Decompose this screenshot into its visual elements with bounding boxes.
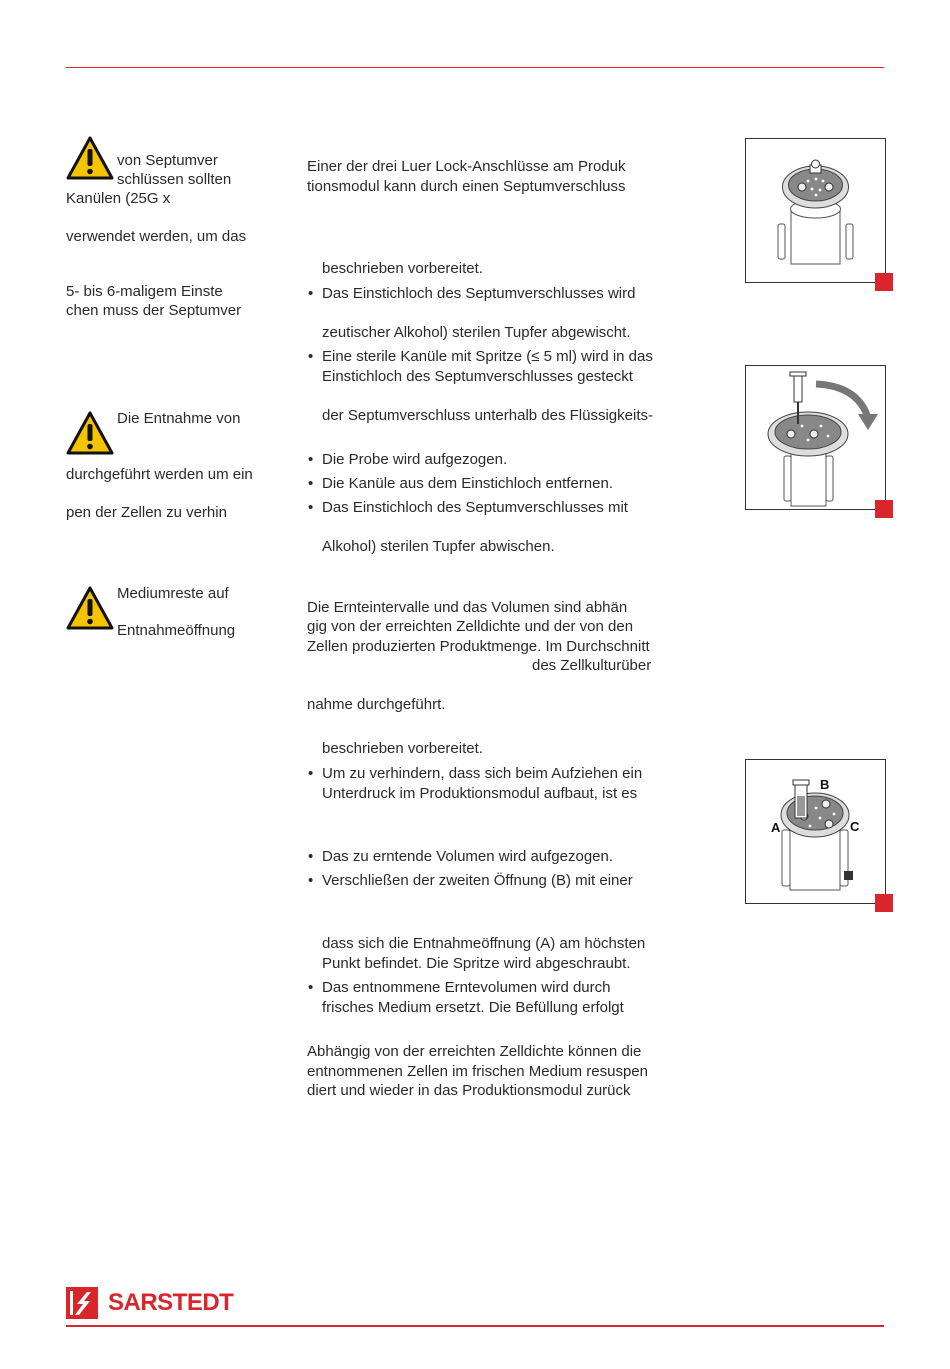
paragraph-line: des Zellkulturüber [532,657,652,674]
paragraph-line: Zellen produzierten Produktmenge. Im Durchschnitt [307,638,650,655]
warning-icon [66,136,114,180]
warning-icon [66,586,114,630]
footer-rule [66,1325,884,1327]
paragraph-line: zeutischer Alkohol) sterilen Tupfer abgewischt. [322,324,631,341]
paragraph-line: diert und wieder in das Produktionsmodul zurück [307,1082,631,1099]
warning-icon [66,411,114,455]
figure-marker [875,500,893,518]
paragraph-line: Unterdruck im Produktionsmodul aufbaut, ist es [322,785,638,802]
sarstedt-logo [66,1287,233,1319]
bullet-item: • Das Einstichloch des Septumverschlusses wird [322,284,635,303]
label-b: B [820,777,830,792]
paragraph-line: Punkt befindet. Die Spritze wird abgeschraubt. [322,955,631,972]
bullet-item: • Das Einstichloch des Septumverschlusses mit [322,498,628,517]
bullet-item: • Verschließen der zweiten Öffnung (B) mit einer [322,871,633,890]
paragraph-line: beschrieben vorbereitet. [322,740,483,757]
warning-text: Die Entnahme von [117,410,241,427]
warning-text: verwendet werden, um das [66,228,247,245]
paragraph-line: frisches Medium ersetzt. Die Befüllung erfolgt [322,999,624,1016]
paragraph-line: Einer der drei Luer Lock-Anschlüsse am Produk [307,158,626,175]
paragraph-line: entnommenen Zellen im frischen Medium resuspen [307,1063,648,1080]
paragraph-line: dass sich die Entnahmeöffnung (A) am höchsten [322,935,646,952]
warning-text: pen der Zellen zu verhin [66,504,227,521]
label-a: A [771,820,781,835]
figure-harvest [745,759,886,904]
bullet-item: • Die Kanüle aus dem Einstichloch entfernen. [322,474,613,493]
paragraph-line: Alkohol) sterilen Tupfer abwischen. [322,538,555,555]
paragraph-line: gig von der erreichten Zelldichte und der von den [307,618,634,635]
bullet-item: • Das zu erntende Volumen wird aufgezogen. [322,847,613,866]
warning-text: schlüssen sollten [117,171,232,188]
paragraph-line: Abhängig von der erreichten Zelldichte können die [307,1043,642,1060]
warning-text: durchgeführt werden um ein [66,466,253,483]
paragraph-line: der Septumverschluss unterhalb des Flüssigkeits- [322,407,653,424]
label-c: C [850,819,860,834]
sarstedt-logo-icon [66,1287,98,1319]
figure-syringe-insert [745,365,886,510]
bullet-item: • Die Probe wird aufgezogen. [322,450,507,469]
warning-text: Kanülen (25G x [66,190,171,207]
warning-text: chen muss der Septumver [66,302,242,319]
warning-text: von Septumver [117,152,218,169]
bullet-item: • Das entnommene Erntevolumen wird durch [322,978,610,997]
warning-text: Entnahmeöffnung [117,622,236,639]
paragraph-line: tionsmodul kann durch einen Septumverschluss [307,178,626,195]
figure-marker [875,894,893,912]
paragraph-line: Einstichloch des Septumverschlusses gesteckt [322,368,633,385]
bullet-item: • Eine sterile Kanüle mit Spritze (≤ 5 ml) wird in das [322,347,653,366]
bullet-item: • Um zu verhindern, dass sich beim Aufziehen ein [322,764,642,783]
paragraph-line: beschrieben vorbereitet. [322,260,483,277]
paragraph-line: Die Ernteintervalle und das Volumen sind abhän [307,599,628,616]
brand-name: SARSTEDT [108,1289,234,1316]
figure-septum-module [745,138,886,283]
paragraph-line: nahme durchgeführt. [307,696,446,713]
warning-text: Mediumreste auf [117,585,229,602]
figure-marker [875,273,893,291]
warning-text: 5- bis 6-maligem Einste [66,283,223,300]
header-rule [66,67,884,68]
